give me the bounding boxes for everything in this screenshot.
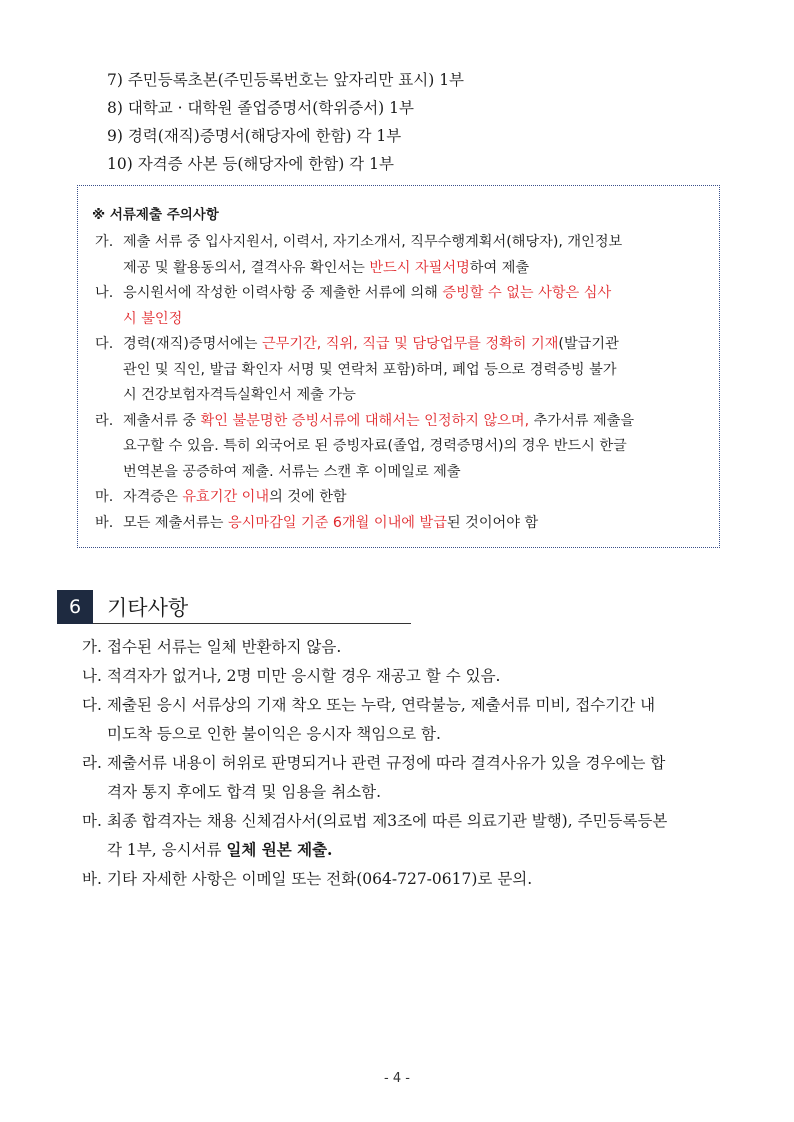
list-item: 8) 대학교 · 대학원 졸업증명서(학위증서) 1부 [107, 99, 414, 117]
item-text-line [123, 462, 461, 482]
highlighted-text: 반드시 자필서명 [369, 259, 470, 276]
item-text-line [123, 232, 622, 252]
highlighted-text: 응시마감일 기준 6개월 이내에 발급 [227, 514, 447, 531]
item-text-line [123, 385, 356, 405]
list-item: 10) 자격증 사본 등(해당자에 한함) 각 1부 [107, 155, 394, 173]
text-segment: 자격증은 [123, 489, 183, 505]
page-number: - 4 - [384, 1071, 410, 1086]
text-segment: 제공 및 활용동의서, 결격사유 확인서는 [123, 259, 370, 276]
text-segment: 모든 제출서류는 [123, 514, 228, 531]
text-segment: 하여 제출 [469, 259, 530, 276]
item-label: 다. [95, 336, 114, 352]
item-label: 라. [82, 754, 102, 772]
notice-title: ※ 서류제출 주의사항 [92, 207, 219, 223]
highlighted-text: 시 불인정 [123, 310, 183, 327]
section-divider [93, 623, 411, 624]
item-text-line [107, 724, 441, 744]
item-text-line [107, 695, 655, 715]
text-segment: 접수된 서류는 일체 반환하지 않음. [107, 638, 342, 656]
item-text-line [123, 334, 619, 354]
item-text-line [123, 411, 634, 431]
item-text-line [123, 436, 627, 456]
item-label: 바. [95, 514, 114, 531]
list-item: 7) 주민등록초본(주민등록번호는 앞자리만 표시) 1부 [107, 71, 465, 89]
list-item: 9) 경력(재직)증명서(해당자에 한함) 각 1부 [107, 127, 402, 145]
text-segment: 시 건강보험자격득실확인서 제출 가능 [123, 387, 356, 403]
item-text-line [123, 487, 347, 507]
text-segment: 제출 서류 중 입사지원서, 이력서, 자기소개서, 직무수행계획서(해당자), 개인정보 [123, 234, 623, 250]
text-segment: 각 1부, 응시서류 [107, 841, 227, 859]
section-title: 기타사항 [107, 596, 189, 620]
text-segment: 경력(재직)증명서에는 [123, 336, 262, 352]
item-text-line [123, 360, 617, 380]
item-text-line [107, 753, 665, 773]
text-segment: 관인 및 직인, 발급 확인자 서명 및 연락처 포함)하며, 폐업 등으로 경력증빙 불가 [123, 361, 617, 378]
text-segment: 추가서류 제출을 [529, 412, 635, 429]
item-text-line [107, 637, 341, 657]
text-segment: 격자 통지 후에도 합격 및 임용을 취소함. [107, 783, 382, 801]
section-number: 6 [57, 590, 93, 624]
item-text-line [107, 811, 667, 831]
text-segment: 제출서류 중 [123, 412, 201, 429]
item-text-line [107, 840, 332, 860]
text-segment: 의 것에 한함 [269, 489, 347, 505]
text-segment: 된 것이어야 함 [446, 514, 539, 531]
text-segment: 제출된 응시 서류상의 기재 착오 또는 누락, 연락불능, 제출서류 미비, 접수기간 내 [107, 696, 656, 714]
item-text-line [107, 666, 500, 686]
item-text-line [123, 513, 538, 533]
highlighted-text: 유효기간 이내 [182, 489, 270, 505]
item-text-line [107, 782, 381, 802]
item-text-line [123, 283, 611, 303]
text-segment: 미도착 등으로 인한 불이익은 응시자 책임으로 함. [107, 725, 441, 743]
text-segment: 최종 합격자는 채용 신체검사서(의료법 제3조에 따른 의료기관 발행), 주민등록등본 [107, 812, 668, 830]
highlighted-text: 확인 불분명한 증빙서류에 대해서는 인정하지 않으며, [200, 412, 530, 429]
item-text-line [107, 869, 532, 889]
bold-text: 일체 원본 제출. [226, 840, 333, 859]
item-label: 마. [82, 812, 102, 830]
item-text-line [123, 258, 529, 278]
item-text-line [123, 309, 182, 329]
item-label: 바. [82, 870, 102, 888]
highlighted-text: 증빙할 수 없는 사항은 심사 [442, 285, 612, 301]
item-label: 마. [95, 489, 114, 505]
text-segment: 번역본을 공증하여 제출. 서류는 스캔 후 이메일로 제출 [123, 463, 461, 480]
item-label: 다. [82, 696, 102, 714]
text-segment: 제출서류 내용이 허위로 판명되거나 관련 규정에 따라 결격사유가 있을 경우에는 합 [107, 754, 666, 772]
text-segment: 응시원서에 작성한 이력사항 중 제출한 서류에 의해 [123, 285, 443, 301]
item-label: 가. [95, 234, 114, 250]
text-segment: (발급기관 [558, 336, 619, 352]
item-label: 나. [82, 667, 102, 685]
text-segment: 요구할 수 있음. 특히 외국어로 된 증빙자료(졸업, 경력증명서)의 경우 반드시 한글 [123, 438, 627, 454]
text-segment: 기타 자세한 사항은 이메일 또는 전화(064-727-0617)로 문의. [107, 870, 533, 888]
item-label: 가. [82, 638, 102, 656]
item-label: 나. [95, 285, 114, 301]
highlighted-text: 근무기간, 직위, 직급 및 담당업무를 정확히 기재 [261, 336, 559, 352]
text-segment: 적격자가 없거나, 2명 미만 응시할 경우 재공고 할 수 있음. [107, 667, 501, 685]
item-label: 라. [95, 412, 114, 429]
